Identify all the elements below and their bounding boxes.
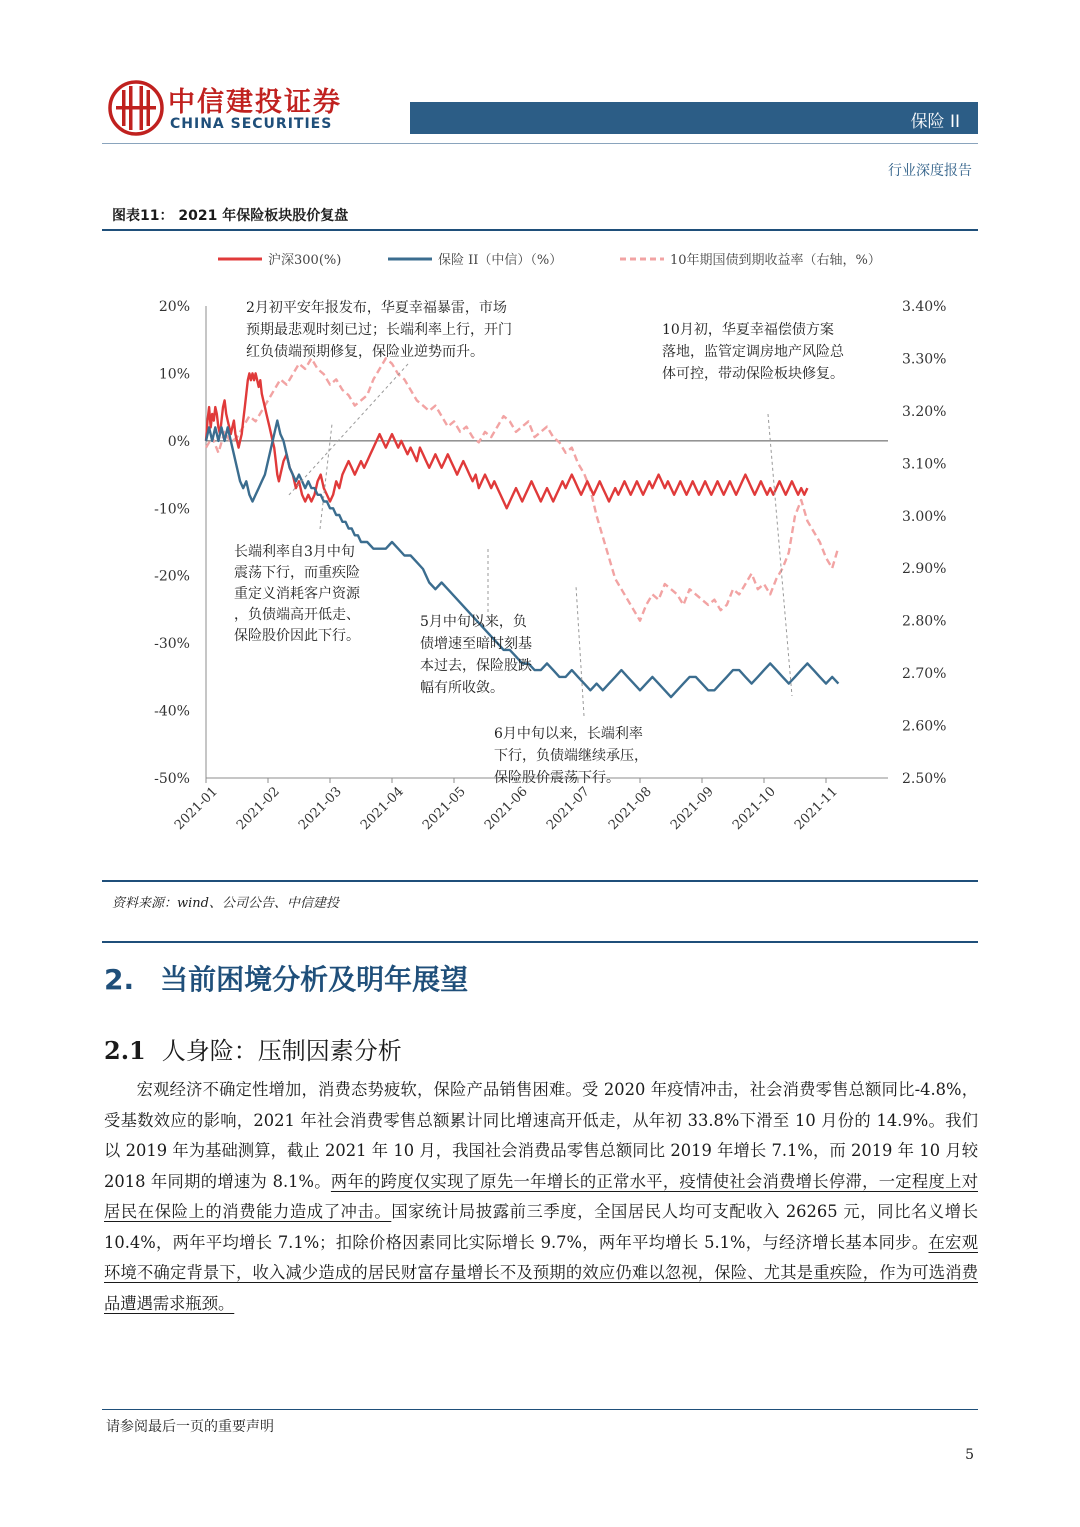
- stock-price-chart: [102, 234, 978, 874]
- right-tick-label: 3.40%: [902, 299, 947, 315]
- annotation-line: 落地，监管定调房地产风险总: [662, 344, 844, 360]
- chart-annotations: [234, 299, 845, 786]
- left-tick-label: -10%: [154, 501, 190, 518]
- annotation-line: 10月初，华夏幸福偿债方案: [662, 322, 834, 338]
- right-tick-label: 3.20%: [902, 403, 947, 420]
- x-tick-label: 2021-06: [482, 784, 531, 834]
- right-tick-label: 3.10%: [902, 456, 947, 473]
- x-axis: [172, 778, 888, 833]
- annotation-text-1: [662, 321, 845, 382]
- figure-title: 图表11： 2021 年保险板块股价复盘: [112, 208, 349, 224]
- x-tick-label: 2021-09: [668, 784, 717, 834]
- subsection-number: 2.1: [104, 1036, 146, 1065]
- right-tick-label: 2.80%: [902, 613, 947, 630]
- right-tick-label: 2.70%: [902, 666, 947, 683]
- legend-label-0: 沪深300(%): [268, 253, 342, 268]
- left-tick-label: 0%: [167, 433, 190, 450]
- left-tick-label: 20%: [158, 299, 190, 315]
- x-tick-label: 2021-01: [172, 784, 221, 834]
- legend-label-2: 10年期国债到期收益率（右轴，%）: [670, 253, 881, 268]
- left-tick-label: -30%: [154, 636, 190, 653]
- annotation-line: 本过去，保险股跌: [420, 658, 532, 674]
- annotation-text-0: [246, 299, 512, 360]
- para-text-a: 宏观经济不确定性增加，消费态势疲软，保险产品销售困难。受 2020 年疫情冲击，社会消费零售总额同比-4.8%，受基数效应的影响，2021 年社会消费零售总额累计同比增速高开低走，从年初 33.8%下滑至 10 月份的 14.9%。我们以 2019 年为基础测算，截止 2021 年 10 月，我国社会消费品零售总额同比 2019 年增长 7.1%，而 2019 年 10 月较 2018 年同期的增速为 8.1%。: [104, 1080, 978, 1191]
- annotation-line: 幅有所收敛。: [420, 680, 504, 696]
- annotation-line: 下行，负债端继续承压，: [494, 748, 648, 764]
- right-tick-label: 2.90%: [902, 561, 947, 578]
- china-securities-logo-icon: [108, 80, 164, 136]
- header-divider: [102, 143, 978, 144]
- section-title: 当前困境分析及明年展望: [160, 963, 469, 996]
- left-tick-label: 10%: [158, 366, 190, 383]
- body-paragraph: [104, 1075, 978, 1319]
- footer-divider: [102, 1409, 978, 1410]
- right-tick-label: 2.60%: [902, 718, 947, 735]
- x-tick-label: 2021-11: [792, 784, 841, 834]
- x-tick-label: 2021-10: [730, 784, 779, 834]
- sector-label: 保险 II: [910, 112, 960, 132]
- right-tick-label: 3.00%: [902, 508, 947, 525]
- annotation-line: 保险股价因此下行。: [234, 628, 360, 644]
- annotation-line: 长端利率自3月中旬: [234, 544, 355, 560]
- para-underlined-2: 在宏观环境不确定背景下，收入减少造成的居民财富存量增长不及预期的效应仍难以忽视，保险、尤其是重疾险，作为可选消费品遭遇需求瓶颈。: [104, 1232, 978, 1313]
- right-tick-label: 2.50%: [902, 771, 947, 787]
- legend-label-1: 保险 II（中信）（%）: [438, 253, 563, 268]
- section-heading: [104, 958, 468, 998]
- chart-legend: [218, 252, 881, 268]
- section-number: 2.: [104, 963, 135, 996]
- right-axis: [902, 299, 946, 787]
- section-top-rule: [102, 941, 978, 943]
- annotation-line: 2月初平安年报发布，华夏幸福暴雷，市场: [246, 300, 507, 316]
- report-type: 行业深度报告: [888, 163, 972, 179]
- annotation-leader-4: [576, 586, 584, 716]
- logo-text-cn: 中信建投证券: [168, 87, 342, 118]
- x-tick-label: 2021-05: [420, 784, 469, 834]
- annotation-line: ，负债端高开低走、: [234, 607, 360, 623]
- annotation-line: 重定义消耗客户资源: [234, 586, 360, 602]
- annotation-line: 体可控，带动保险板块修复。: [662, 366, 844, 382]
- x-tick-label: 2021-08: [606, 784, 655, 834]
- para-text-b: 国家统计局披露前三季度，全国居民人均可支配收入 26265 元，同比名义增长 10.4%，两年平均增长 7.1%；扣除价格因素同比实际增长 9.7%，两年平均增长 5.1%，与经济增长基本同步。: [104, 1202, 978, 1252]
- left-tick-label: -50%: [154, 771, 190, 787]
- annotation-line: 震荡下行，而重疾险: [234, 565, 360, 581]
- logo-text-en: CHINA SECURITIES: [170, 116, 333, 132]
- x-tick-label: 2021-03: [296, 784, 345, 834]
- x-tick-label: 2021-04: [358, 784, 407, 834]
- annotation-line: 预期最悲观时刻已过；长端利率上行，开门: [246, 322, 512, 338]
- annotation-line: 6月中旬以来，长端利率: [494, 726, 643, 742]
- annotation-leader-0: [288, 364, 408, 496]
- page-number: 5: [965, 1447, 974, 1463]
- left-tick-label: -40%: [154, 703, 190, 720]
- annotation-line: 红负债端预期修复，保险业逆势而升。: [246, 344, 484, 360]
- annotation-leader-1: [768, 414, 792, 696]
- annotation-line: 债增速至暗时刻基: [420, 636, 532, 652]
- annotation-line: 5月中旬以来，负: [420, 614, 527, 630]
- figure-source: 资料来源：wind、公司公告、中信建投: [112, 896, 339, 911]
- x-tick-label: 2021-07: [544, 784, 593, 834]
- annotation-text-2: [234, 543, 361, 644]
- left-tick-label: -20%: [154, 568, 190, 585]
- x-tick-label: 2021-02: [234, 784, 283, 834]
- footer-disclaimer: 请参阅最后一页的重要声明: [106, 1419, 274, 1435]
- figure-top-rule: [102, 229, 978, 231]
- annotation-text-4: [494, 725, 648, 786]
- para-underlined-1: 两年的跨度仅实现了原先一年增长的正常水平，疫情使社会消费增长停滞，一定程度上对居民在保险上的消费能力造成了冲击。: [104, 1171, 978, 1221]
- subsection-title: 人身险：压制因素分析: [161, 1037, 402, 1065]
- figure-bottom-rule: [102, 880, 978, 882]
- subsection-heading: [104, 1031, 402, 1066]
- annotation-line: 保险股价震荡下行。: [494, 770, 620, 786]
- sector-bar: [410, 102, 978, 134]
- right-tick-label: 3.30%: [902, 351, 947, 368]
